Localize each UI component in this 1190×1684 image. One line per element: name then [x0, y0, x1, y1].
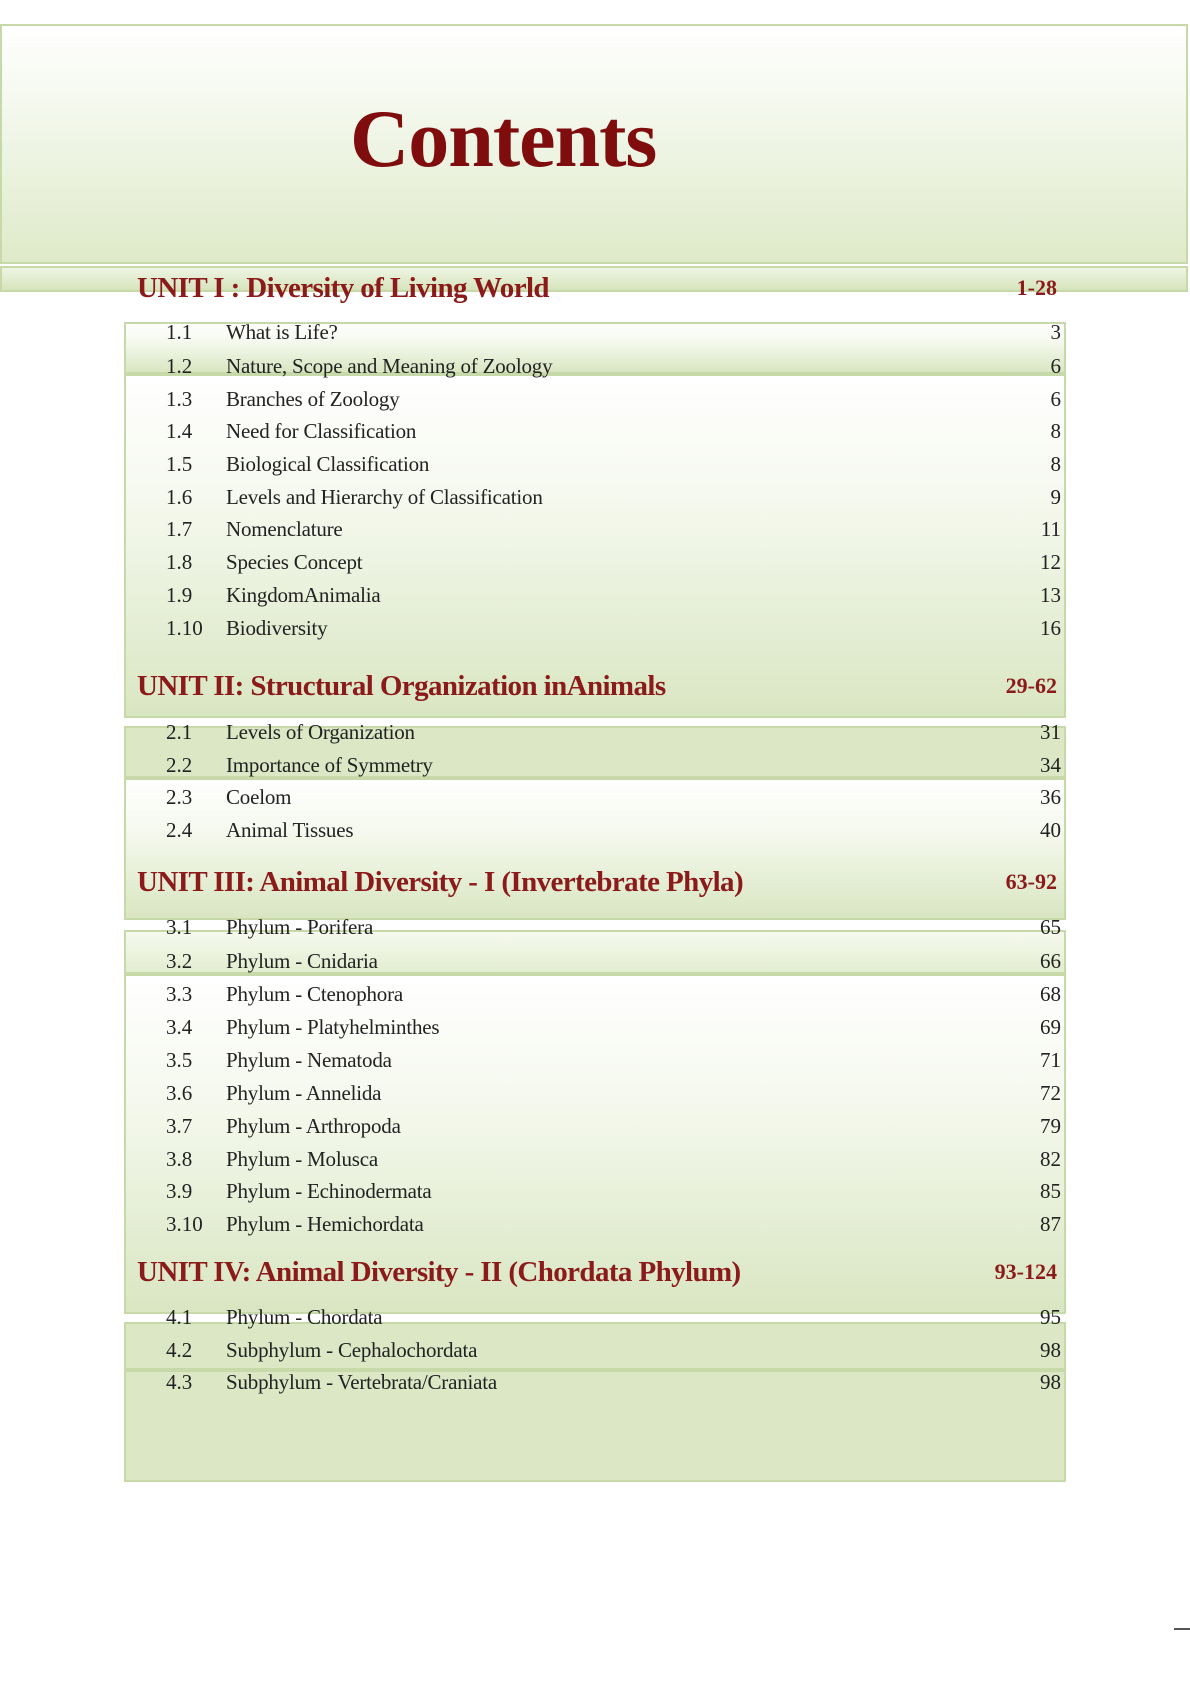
toc-row: [166, 612, 1061, 644]
topic-number: 1.9: [166, 582, 193, 607]
topic-page: 31: [1040, 719, 1061, 744]
toc-row: [166, 814, 1061, 846]
topic-number: 2.1: [166, 719, 193, 744]
topic-page: 6: [1050, 386, 1061, 411]
page-edge-mark: [1174, 1628, 1190, 1630]
topic-number: 1.10: [166, 615, 203, 640]
topic-page: 34: [1040, 752, 1061, 777]
toc-row: [166, 546, 1061, 578]
unit-page-range: 29-62: [1005, 673, 1057, 698]
topic-name: Need for Classification: [226, 418, 417, 443]
toc-row: [166, 1208, 1061, 1240]
toc-row: [166, 978, 1061, 1010]
topic-number: 1.4: [166, 418, 193, 443]
topic-page: 71: [1040, 1047, 1061, 1072]
topic-name: Phylum - Platyhelminthes: [226, 1014, 440, 1039]
topic-page: 68: [1040, 981, 1061, 1006]
topic-page: 9: [1050, 484, 1061, 509]
topic-number: 4.2: [166, 1337, 193, 1362]
topic-name: Animal Tissues: [226, 817, 354, 842]
toc-row: [166, 316, 1061, 348]
toc-row: [166, 415, 1061, 447]
topic-number: 1.7: [166, 516, 193, 541]
toc-row: [166, 1110, 1061, 1142]
topic-name: Phylum - Molusca: [226, 1146, 378, 1171]
topic-name: Phylum - Nematoda: [226, 1047, 392, 1072]
toc-row: [166, 911, 1061, 943]
topic-number: 1.5: [166, 451, 193, 476]
topic-number: 4.3: [166, 1369, 193, 1394]
topic-number: 1.6: [166, 484, 193, 509]
topic-number: 2.3: [166, 784, 193, 809]
toc-row: [166, 945, 1061, 977]
toc-row: [166, 383, 1061, 415]
toc-row: [166, 579, 1061, 611]
toc-row: [166, 1366, 1061, 1398]
topic-page: 11: [1040, 516, 1061, 541]
topic-name: Nature, Scope and Meaning of Zoology: [226, 353, 553, 378]
toc-row: [166, 1044, 1061, 1076]
topic-name: Phylum - Arthropoda: [226, 1113, 401, 1138]
topic-number: 3.1: [166, 914, 193, 939]
topic-number: 2.2: [166, 752, 193, 777]
topic-page: 72: [1040, 1080, 1061, 1105]
unit-heading: [137, 862, 1059, 902]
unit-heading: [137, 1252, 1059, 1292]
topic-number: 1.2: [166, 353, 193, 378]
topic-page: 98: [1040, 1337, 1061, 1362]
topic-number: 1.8: [166, 549, 193, 574]
topic-page: 95: [1040, 1304, 1061, 1329]
topic-number: 4.1: [166, 1304, 193, 1329]
toc-row: [166, 1175, 1061, 1207]
topic-page: 36: [1040, 784, 1061, 809]
topic-page: 16: [1040, 615, 1061, 640]
topic-name: Phylum - Chordata: [226, 1304, 383, 1329]
topic-number: 3.2: [166, 948, 193, 973]
topic-number: 3.8: [166, 1146, 193, 1171]
unit-page-range: 63-92: [1005, 869, 1057, 894]
topic-page: 13: [1040, 582, 1061, 607]
topic-page: 65: [1040, 914, 1061, 939]
topic-name: Phylum - Hemichordata: [226, 1211, 424, 1236]
unit-page-range: 1-28: [1016, 275, 1057, 300]
page-title: Contents: [350, 93, 657, 184]
unit-title: UNIT IV: Animal Diversity - II (Chordata Phylum): [137, 1255, 741, 1288]
topic-name: Levels of Organization: [226, 719, 415, 744]
topic-name: Nomenclature: [226, 516, 343, 541]
toc-row: [166, 513, 1061, 545]
topic-page: 87: [1040, 1211, 1061, 1236]
topic-number: 3.3: [166, 981, 193, 1006]
unit-heading: [137, 666, 1059, 706]
topic-number: 1.1: [166, 319, 193, 344]
topic-number: 3.9: [166, 1178, 193, 1203]
topic-name: Species Concept: [226, 549, 363, 574]
unit-title: UNIT II: Structural Organization inAnimals: [137, 669, 666, 702]
topic-page: 6: [1050, 353, 1061, 378]
topic-name: KingdomAnimalia: [226, 582, 381, 607]
topic-number: 2.4: [166, 817, 193, 842]
toc-row: [166, 1011, 1061, 1043]
unit-title: UNIT I : Diversity of Living World: [137, 271, 549, 304]
topic-name: Phylum - Annelida: [226, 1080, 382, 1105]
topic-name: Biological Classification: [226, 451, 430, 476]
toc-row: [166, 350, 1061, 382]
topic-page: 8: [1050, 451, 1061, 476]
topic-number: 3.10: [166, 1211, 203, 1236]
unit-page-range: 93-124: [994, 1259, 1057, 1284]
topic-page: 98: [1040, 1369, 1061, 1394]
unit-heading: [137, 268, 1059, 308]
topic-name: Phylum - Porifera: [226, 914, 374, 939]
topic-page: 40: [1040, 817, 1061, 842]
toc-row: [166, 1143, 1061, 1175]
toc-row: [166, 448, 1061, 480]
topic-number: 3.4: [166, 1014, 193, 1039]
toc-row: [166, 1334, 1061, 1366]
topic-name: Biodiversity: [226, 615, 328, 640]
topic-number: 3.6: [166, 1080, 193, 1105]
toc-row: [166, 1301, 1061, 1333]
topic-page: 69: [1040, 1014, 1061, 1039]
topic-name: Coelom: [226, 784, 292, 809]
topic-number: 3.7: [166, 1113, 193, 1138]
topic-number: 3.5: [166, 1047, 193, 1072]
toc-row: [166, 781, 1061, 813]
topic-name: Branches of Zoology: [226, 386, 400, 411]
toc-row: [166, 749, 1061, 781]
topic-name: Importance of Symmetry: [226, 752, 433, 777]
topic-name: Phylum - Cnidaria: [226, 948, 378, 973]
topic-name: Phylum - Echinodermata: [226, 1178, 432, 1203]
topic-number: 1.3: [166, 386, 193, 411]
topic-page: 3: [1050, 319, 1061, 344]
topic-name: Subphylum - Cephalochordata: [226, 1337, 478, 1362]
topic-page: 8: [1050, 418, 1061, 443]
toc-row: [166, 481, 1061, 513]
topic-page: 12: [1040, 549, 1061, 574]
topic-page: 85: [1040, 1178, 1061, 1203]
topic-name: Levels and Hierarchy of Classification: [226, 484, 543, 509]
toc-row: [166, 1077, 1061, 1109]
topic-page: 82: [1040, 1146, 1061, 1171]
unit-title: UNIT III: Animal Diversity - I (Invertebrate Phyla): [137, 865, 744, 898]
topic-name: What is Life?: [226, 319, 338, 344]
topic-page: 66: [1040, 948, 1061, 973]
topic-page: 79: [1040, 1113, 1061, 1138]
topic-name: Phylum - Ctenophora: [226, 981, 404, 1006]
topic-name: Subphylum - Vertebrata/Craniata: [226, 1369, 498, 1394]
toc-row: [166, 716, 1061, 748]
